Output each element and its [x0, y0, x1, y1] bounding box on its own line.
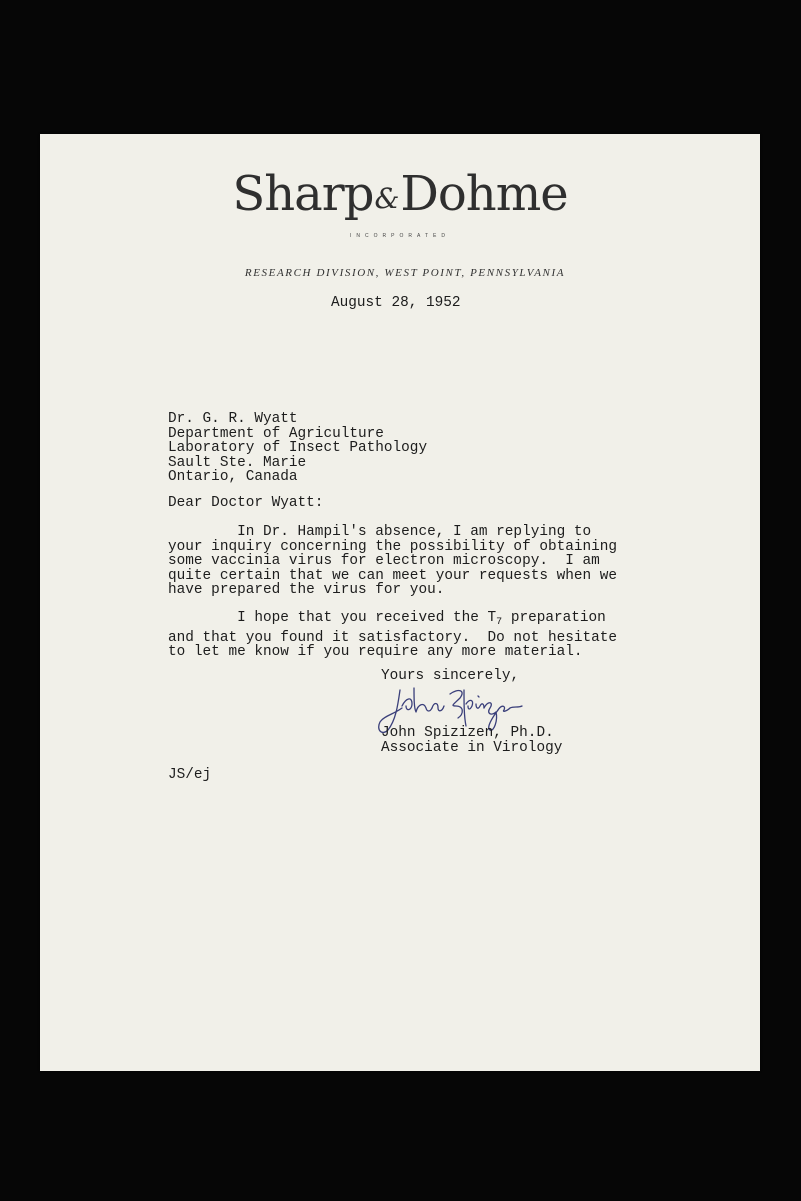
paragraph-1-line: your inquiry concerning the possibility of obtaining [168, 538, 618, 555]
paragraph-2-text: preparation [502, 610, 606, 626]
recipient-address [168, 412, 427, 485]
paragraph-1-line: have prepared the virus for you. [168, 582, 445, 598]
paragraph-1-line: In Dr. Hampil's absence, I am replying to [168, 524, 592, 540]
signer-name: John Spizizen, Ph.D. [381, 725, 554, 741]
recipient-name: Dr. G. R. Wyatt [168, 411, 298, 427]
recipient-province: Ontario, Canada [168, 469, 298, 485]
paragraph-2-line: and that you found it satisfactory. Do not hesitate [168, 629, 618, 646]
incorporated-label: INCORPORATED [350, 233, 450, 239]
paragraph-2-line: to let me know if you require any more material. [168, 644, 583, 660]
logo-word-dohme: Dohme [400, 166, 568, 222]
letter-sheet [40, 134, 760, 1071]
salutation: Dear Doctor Wyatt: [168, 495, 324, 511]
logo-ampersand: & [374, 182, 400, 215]
paragraph-2-line [168, 611, 617, 631]
recipient-city: Sault Ste. Marie [168, 454, 307, 471]
paragraph-1-line: some vaccinia virus for electron microscopy. I am [168, 553, 600, 569]
paragraph-1-line: quite certain that we can meet your requests when we [168, 567, 618, 584]
closing: Yours sincerely, [381, 668, 520, 684]
paragraph-2-text: I hope that you received the T [168, 610, 497, 626]
recipient-laboratory: Laboratory of Insect Pathology [168, 440, 428, 456]
company-logo [40, 166, 760, 222]
division-line: RESEARCH DIVISION, WEST POINT, PENNSYLVANIA [244, 267, 566, 279]
recipient-department: Department of Agriculture [168, 425, 384, 442]
signer-block [381, 726, 562, 755]
paragraph-2 [168, 611, 617, 660]
typist-initials: JS/ej [168, 767, 212, 783]
subscript-7: 7 [496, 617, 503, 628]
paragraph-1 [168, 525, 617, 598]
letter-date: August 28, 1952 [331, 295, 461, 311]
logo-word-sharp: Sharp [232, 166, 374, 222]
signer-title: Associate in Virology [381, 739, 563, 756]
